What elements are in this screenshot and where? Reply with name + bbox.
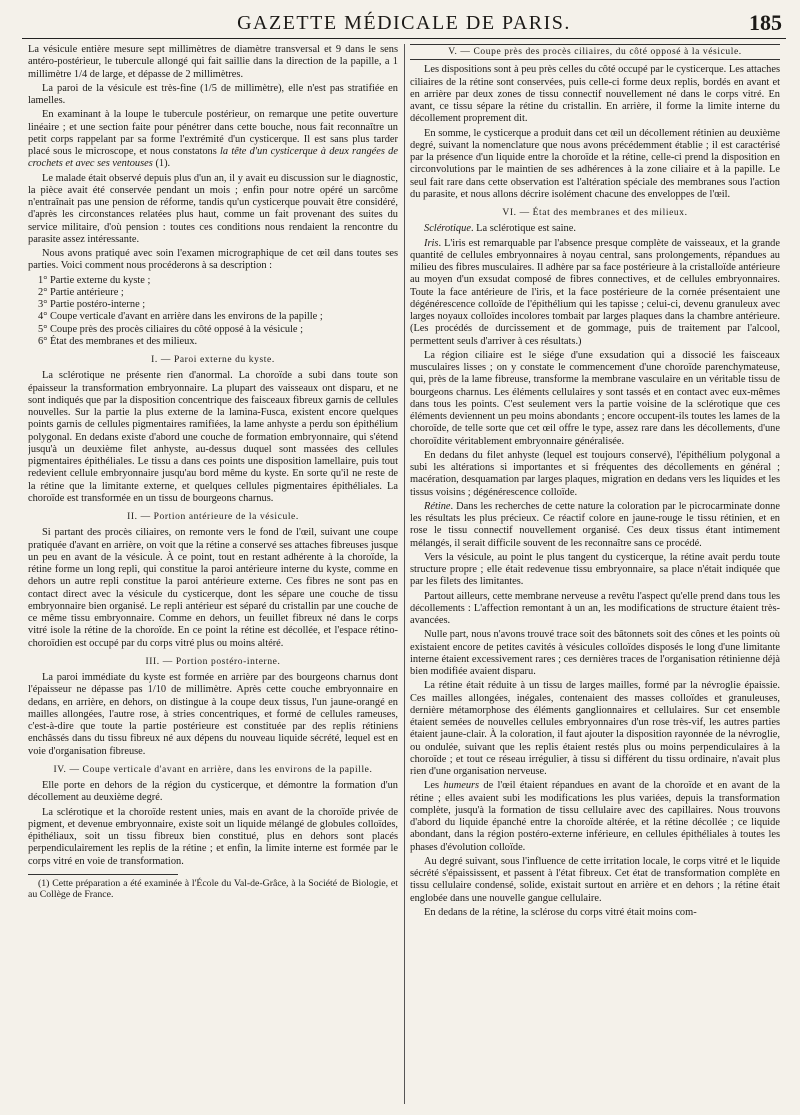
term-label: Rétine xyxy=(424,500,451,512)
section-heading: IV. — Coupe verticale d'avant en arrière, dans les environs de la papille. xyxy=(53,764,373,775)
section-heading: I. — Paroi externe du kyste. xyxy=(151,355,275,365)
paragraph: La sclérotique et la choroïde restent unies, mais en avant de la choroïde privée de pigment, et devenue embryonnaire, existe soit un liquide mélangé de globules colloïdes, épithéliaux, soit un tissu fibreux bien constitué, plus en dehors sont placés perpendiculairement les replis de la rétine ; et enfin, la limite interne est formée par le corps vitré en voie de transformation. xyxy=(28,806,398,867)
journal-title: GAZETTE MÉDICALE DE PARIS. xyxy=(237,12,571,34)
paragraph: Le malade était observé depuis plus d'un an, il y avait eu discussion sur le diagnostic, la pièce avait été conservée pendant un mois ; enfin pour notre opéré un sarcôme n'entraînait pas une pension de réforme, tandis qu'un cysticerque pouvait être considéré, d'après les circonstances relatées plus haut, comme un fait provenant des suites du service militaire, d'où pension : toutes ces conditions nous rendaient la rencontre du parasite assez intéressante. xyxy=(28,172,398,245)
term-label: humeurs xyxy=(443,780,480,792)
column-divider xyxy=(404,44,405,1104)
right-column xyxy=(410,44,780,1109)
paragraph: En dedans du filet anhyste (lequel est toujours conservé), l'épithélium polygonal a subi les altérations si importantes et si fréquentes des décollements en général ; macération, desquamation par larges plaques, migration en dedans vers les liquides et les tissus voisins ; dégénérescence colloïde. xyxy=(410,449,780,498)
footnote: (1) Cette préparation a été examinée à l'École du Val-de-Grâce, à la Société de Biologie, et au Collège de France. xyxy=(28,877,398,901)
paragraph: La vésicule entière mesure sept millimètres de diamètre transversal et 9 dans le sens antéro-postérieur, le tubercule allongé qui fait saillie dans la direction de la papille, a 1 millimètre 1/4 de large, et dépasse de 2 millimètres. xyxy=(28,44,398,80)
paragraph: La rétine était réduite à un tissu de larges mailles, formé par la névroglie épaissie. Ces mailles allongées, inégales, contenaient des masses colloïdes et granuleuses, dernière métamorphose des éléments ganglionnaires et cellulaires. Sur cet ensemble étaient semées de nouvelles cellules embryonnaires d'un rose très-vif, les autres parties étaient jaune-clair. À la coloration, il faut ajouter la disposition rayonnée de la névroglie, ou ondulée, suivant que les replis étaient restés plus ou moins perpendiculaires à la choroïde ; et tout ce réseau irrégulier, à tissu si différent du tissu ordinaire, n'avait plus rien d'une organisation nerveuse. xyxy=(410,680,780,777)
paragraph: La paroi immédiate du kyste est formée en arrière par des bourgeons charnus dont l'épaisseur ne dépasse pas 1/10 de millimètre. Après cette couche embryonnaire en dedans, en arrière, en dehors, on distingue à la coupe deux tissus, l'un jaune-orangé en mailles allongées, l'autre rose, à stries concentriques, et formé de cellules rameuses, c'est-à-dire que toute la partie postérieure est constituée par des replis rétiniens enchâssés dans du tissu fibreux né aux dépens du nouveau liquide sécrété, lequel est en voie d'organisation fibreuse. xyxy=(28,672,398,757)
paragraph: Si partant des procès ciliaires, on remonte vers le fond de l'œil, suivant une coupe pratiquée d'avant en arrière, on voit que la rétine a conservé ses attaches fibreuses jusque un peu en avant de la vésicule. À ce point, tout en restant adhérente à la choroïde, la rétine forme un long repli, qui constitue la paroi antérieure interne du kyste, comme en dehors un autre repli constitue la paroi antérieure externe. Ces fibres ne sont pas en contact direct avec la vésicule du cysticerque, dont les sépare une couche de tissu embryonnaire bien organisé. Le repli antérieur est séparé du cristallin par une couche de ce même tissu embryonnaire. Comme en dehors, un feuillet fibreux né dans le corps vitré isole la rétine de la choroïde. En ce point la rétine est décollée, et l'espace rétino-choroïdien est occupé par du corps vitré plus ou moins altéré. xyxy=(28,527,398,649)
term-label: Sclérotique xyxy=(424,223,471,235)
paragraph xyxy=(410,223,780,235)
paragraph: Au degré suivant, sous l'influence de cette irritation locale, le corps vitré et le liquide sécrété s'épaississent, et passent à l'état fibreux. Cet état de transformation complète en tissu cellulaire condensé, solide, existait surtout en arrière et en dehors ; la rétine était englobée dans une nouvelle gangue cellulaire. xyxy=(410,855,780,904)
page-number: 185 xyxy=(749,10,782,35)
term-label: Iris xyxy=(424,237,439,249)
paragraph-text: . Dans les recherches de cette nature la coloration par le picrocarminate donne les résultats les plus précieux. Ce réactif colore en jaune-rouge le tissu rétinien, et en rose le tissu connectif nouvellement organisé. Ces deux tissus étant intimement mélangés, il serait difficile souvent de les reconnaître sans ce procédé. xyxy=(410,500,780,549)
footnote-rule xyxy=(28,874,178,875)
list-item: 4° Coupe verticale d'avant en arrière dans les environs de la papille ; xyxy=(38,311,323,323)
paragraph-text: de l'œil étaient répandues en avant de la choroïde et en avant de la rétine ; elles avaient subi les modifications les plus variées, depuis la transformation complète, jusqu'à la formation de tissu cellulaire avec des capillaires. Nous trouvons d'abord du liquide épanché entre la choroïde altérée, et la rétine décollée ; ce liquide abondant, dans la région postéro-externe inférieure, en cellules épithéliales à toutes les phases d'évolution colloïde. xyxy=(410,780,780,853)
paragraph: Partout ailleurs, cette membrane nerveuse a revêtu l'aspect qu'elle prend dans tous les décollements : L'affection remontant à un an, les modifications de structure étaient très-avancées. xyxy=(410,590,780,626)
paragraph: La région ciliaire est le siége d'une exsudation qui a dissocié les faisceaux musculaires lisses ; on y constate le commencement d'une choroïde parenchymateuse, qui, près de la lame fibreuse, transforme la membrane vasculaire en un véritable tissu de bourgeons charnus. Les éléments cellulaires y sont tassés et en contact avec eux-mêmes dans tous les points. C'est seulement vers la partie voisine de la sclérotique que ces éléments deviennent un peu moins abondants ; encore occupent-ils toutes les lames de la choroïde, de telle sorte que cet œil offre le type, assez rare dans les décollements, d'une choroïdite véritablement embryonnaire généralisée. xyxy=(410,349,780,447)
paragraph xyxy=(410,501,780,550)
paragraph: Nous avons pratiqué avec soin l'examen micrographique de cet œil dans toutes ses parties. Voici comment nous procéderons à sa description : xyxy=(28,248,398,272)
section-heading: VI. — État des membranes et des milieux. xyxy=(502,208,688,218)
paragraph: Vers la vésicule, au point le plus tangent du cysticerque, la rétine avait perdu toute structure propre ; elle était redevenue tissu embryonnaire, sa place n'était indiquée que par les filets des limitantes. xyxy=(410,551,780,588)
paragraph: En somme, le cysticerque a produit dans cet œil un décollement rétinien au deuxième degré, suivant la nomenclature que nous avons précédemment établie ; il est caractérisé par la présence d'un liquide entre la choroïde et la rétine, celle-ci prend la disposition en circonvolutions par le maintien de ses adhérences à la zone ciliaire et à la papille. Le seul fait rare dans cette observation est l'altération spéciale des membranes sous l'action du parasite, et nous allons décrire isolément chacune des enveloppes de l'œil. xyxy=(410,127,780,200)
section-heading: III. — Portion postéro-interne. xyxy=(145,656,281,667)
paragraph-text: Les xyxy=(424,780,444,792)
paragraph: Nulle part, nous n'avons trouvé trace soit des bâtonnets soit des cônes et les points où existaient encore de petites cavités à vésicules colloïdes disposés le long d'une limitante interne étaient excessivement rares ; ces dernières traces de l'organisation rétinienne déjà bien modifiée avaient disparu. xyxy=(410,629,780,677)
list-item: 5° Coupe près des procès ciliaires du côté opposé à la vésicule ; xyxy=(38,323,303,335)
paragraph-text: . L'iris est remarquable par l'absence presque complète de vaisseaux, et la grande quantité de cellules embryonnaires à noyau central, sans prolongements, répandues au milieu des fibres musculaires. Il adhère par sa face postérieure à la cristalloïde antérieure au moyen d'un exsudat composé de fibres connectives, et de cellules embryonnaires. Toute la face antérieure de l'iris, et la face postérieure de la cornée présentaient une dégénérescence colloïde de l'épithélium qui les tapisse ; celui-ci, devenu granuleux avec larges noyaux colloïdes incolores tombait par larges plaques dans la chambre antérieure. (Les procédés de durcissement et de gommage, puis de traitement par l'alcool, permettent seuls d'arriver à ces résultats.) xyxy=(410,237,780,347)
paragraph: En dedans de la rétine, la sclérose du corps vitré était moins com- xyxy=(424,906,697,918)
list-item: 6° État des membranes et des milieux. xyxy=(38,335,198,347)
paragraph: Elle porte en dehors de la région du cysticerque, et démontre la formation d'un décollement au deuxième degré. xyxy=(28,780,398,804)
page-header xyxy=(22,8,786,39)
footnote-ref: (1). xyxy=(152,158,171,170)
section-heading: V. — Coupe près des procès ciliaires, du côté opposé à la vésicule. xyxy=(410,44,780,60)
section-heading: II. — Portion antérieure de la vésicule. xyxy=(127,512,299,522)
list-item: 3° Partie postéro-interne ; xyxy=(38,299,146,310)
list-item: 1° Partie externe du kyste ; xyxy=(38,274,151,286)
list-item: 2° Partie antérieure ; xyxy=(38,286,124,298)
paragraph: La paroi de la vésicule est très-fine (1/5 de millimètre), elle n'est pas stratifiée en lamelles. xyxy=(28,82,398,106)
paragraph xyxy=(28,109,398,170)
paragraph xyxy=(410,780,780,854)
paragraph-text: En examinant à la loupe le tubercule postérieur, on remarque une petite ouverture linéaire ; et une section faite pour pénétrer dans cette bouche, nous fait reconnaître un petit corps rappelant par sa forme l'extrémité d'un cysticerque. Il est sans plus tarder placé sous le microscope, et nous constatons xyxy=(28,109,398,157)
paragraph xyxy=(410,238,780,348)
section-list xyxy=(28,275,398,349)
paragraph: La sclérotique ne présente rien d'anormal. La choroïde a subi dans toute son épaisseur la transformation embryonnaire. La plupart des vaisseaux ont disparu, et ne sont indiqués que par la disposition concentrique des faisceaux fibreux garnis de cellules nouvelles. Sur la partie la plus externe de la lamina-Fusca, existent encore quelques points garnis de cellules pigmentaires ramifiées, la lame anhyste a perdu son épithélium polygonal. En dedans existe d'abord une couche de formation embryonnaire, qui s'étend jusqu'à un deuxième filet anhyste, au-dessus duquel sont massées des cellules pigmentaires épithéliales. Le tissu a dans ces points une disposition lamellaire, puis tout redevient cellule embryonnaire jusqu'au bord même du kyste. En sorte qu'il ne reste de la rétine que la limitante externe, et quelques cellules pigmentaires épithéliales. La choroïde est transformée en un tissu de bourgeons charnus. xyxy=(28,370,398,504)
paragraph-text: . La sclérotique est saine. xyxy=(470,223,576,235)
paragraph: Les dispositions sont à peu près celles du côté occupé par le cysticerque. Les attaches ciliaires de la rétine sont conservées, puis celle-ci forme deux replis, bordés en avant et en arrière par deux zones de tissu connectif nouvellement né dans le corps vitré. En avant, ce tissu sépare la rétine du cristallin. En arrière, il forme la limite interne du décollement proprement dit. xyxy=(410,64,780,125)
left-column xyxy=(28,44,398,1109)
emphasis-text: la tête d'un cysticerque à deux rangées de crochets et avec ses ventouses xyxy=(28,146,398,170)
